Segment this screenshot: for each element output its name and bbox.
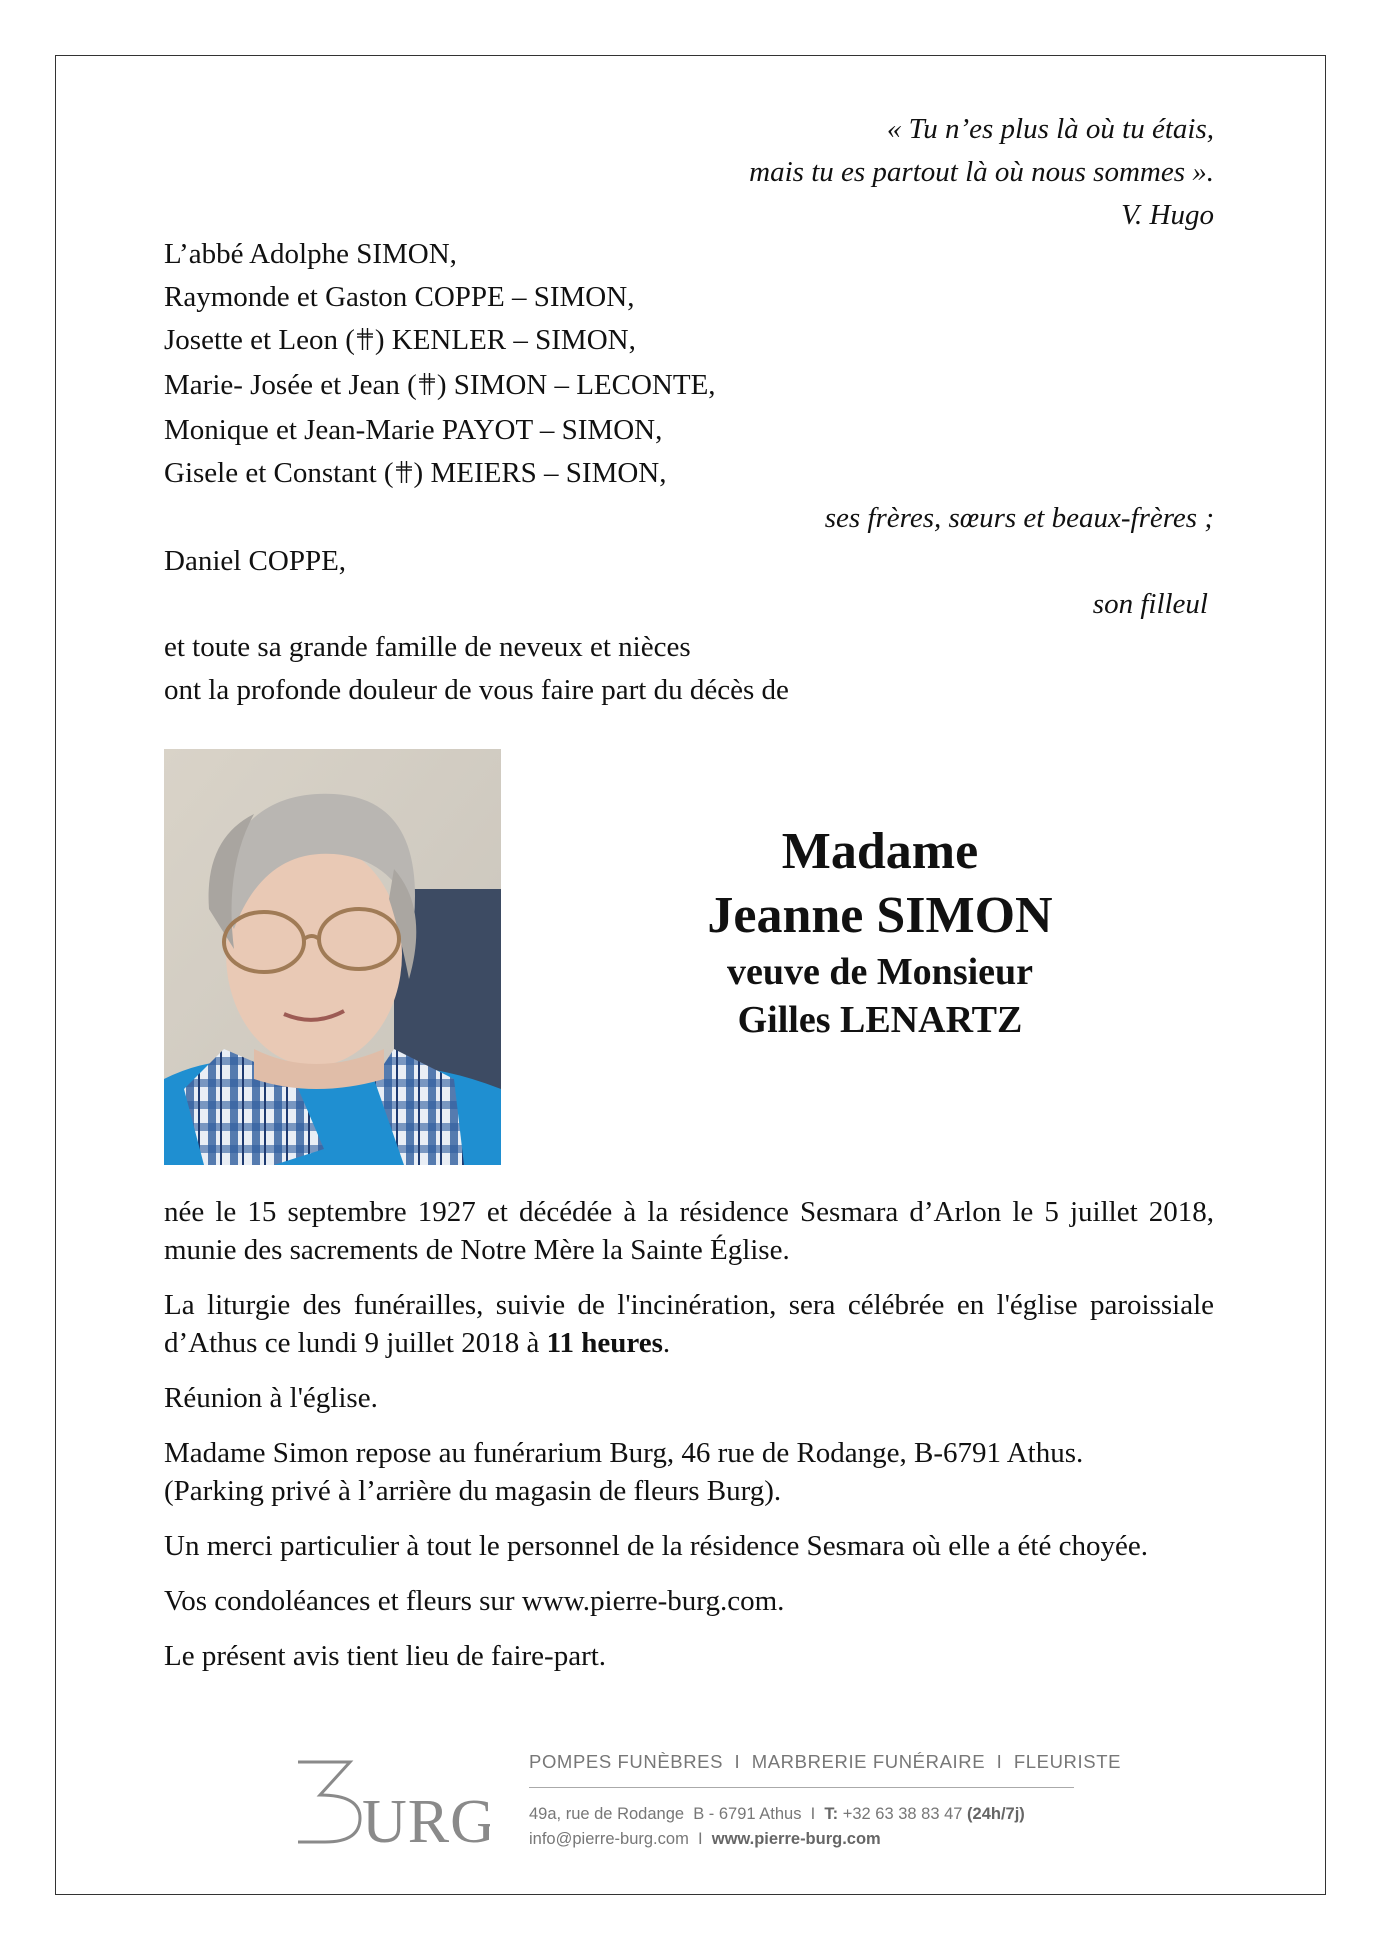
footer-web-line	[529, 1827, 1121, 1852]
meeting-paragraph: Réunion à l'église.	[164, 1382, 378, 1414]
rest-paragraph	[164, 1434, 1214, 1510]
cross-icon	[418, 366, 436, 409]
relation-label: son filleul	[1092, 587, 1208, 620]
quote-author: V. Hugo	[1121, 199, 1214, 231]
parking-note: (Parking privé à l’arrière du magasin de fleurs Burg).	[164, 1475, 782, 1507]
footer-services: POMPES FUNÈBRES I MARBRERIE FUNÉRAIRE I FLEURISTE	[529, 1751, 1122, 1772]
deceased-title: Madame	[781, 823, 979, 880]
announcement-body	[164, 1193, 1214, 1692]
family-line	[164, 319, 1214, 364]
footer-address-line	[529, 1802, 1121, 1827]
footer-phone-label: T:	[824, 1805, 839, 1823]
family-line-text: ) KENLER – SIMON,	[374, 324, 636, 356]
family-line: Daniel COPPE,	[164, 544, 347, 577]
footer-address: 49a, rue de Rodange B - 6791 Athus I	[529, 1805, 825, 1823]
family-line-text: ) SIMON – LECONTE,	[436, 368, 716, 401]
footer-divider	[529, 1787, 1074, 1788]
family-line: Monique et Jean-Marie PAYOT – SIMON,	[164, 413, 663, 446]
funeral-time: 11 heures	[546, 1327, 663, 1359]
footer-hours: (24h/7j)	[967, 1805, 1025, 1823]
deceased-name: Jeanne SIMON	[707, 887, 1053, 944]
footer-phone: +32 63 38 83 47	[838, 1805, 968, 1823]
spouse-name: Gilles LENARTZ	[737, 999, 1023, 1041]
footer-email[interactable]: info@pierre-burg.com I	[529, 1830, 712, 1848]
widow-of-label: veuve de Monsieur	[726, 951, 1034, 993]
family-line: L’abbé Adolphe SIMON,	[164, 238, 457, 270]
footer-website-link[interactable]: www.pierre-burg.com	[711, 1830, 881, 1848]
quote-line-1: « Tu n’es plus là où tu étais,	[886, 113, 1214, 145]
family-line: et toute sa grande famille de neveux et nièces	[164, 630, 691, 663]
cross-icon	[356, 321, 374, 364]
family-line: Raymonde et Gaston COPPE – SIMON,	[164, 281, 635, 313]
rest-location: Madame Simon repose au funérarium Burg, 46 rue de Rodange, B-6791 Athus.	[164, 1437, 1084, 1469]
portrait-photo	[164, 749, 501, 1165]
family-line-text: ) MEIERS – SIMON,	[413, 456, 667, 489]
thanks-paragraph: Un merci particulier à tout le personnel de la résidence Sesmara où elle a été choyée.	[164, 1530, 1148, 1562]
deceased-name-block	[560, 820, 1200, 1044]
footer-contact	[529, 1748, 1121, 1852]
notice-paragraph: Le présent avis tient lieu de faire-part.	[164, 1640, 607, 1672]
relation-label: ses frères, sœurs et beaux-frères ;	[824, 501, 1214, 534]
family-line-text: Josette et Leon (	[164, 324, 355, 356]
family-line-text: Gisele et Constant (	[164, 456, 394, 489]
funeral-text-end: .	[662, 1327, 671, 1359]
family-line	[164, 452, 1214, 497]
burg-logo	[290, 1750, 490, 1850]
funeral-text: La liturgie des funérailles, suivie de l'incinération, sera célébrée en l'église paroissiale d’Athus ce lundi 9 juillet 2018 à	[164, 1289, 1214, 1359]
epigraph-quote	[749, 108, 1214, 237]
family-line: ont la profonde douleur de vous faire part du décès de	[164, 673, 789, 706]
svg-text:URG: URG	[362, 1788, 490, 1850]
birth-death-paragraph: née le 15 septembre 1927 et décédée à la résidence Sesmara d’Arlon le 5 juillet 2018, munie des sacrements de Notre Mère la Sainte Église.	[164, 1196, 1214, 1266]
cross-icon	[395, 454, 413, 497]
funeral-paragraph	[164, 1286, 1214, 1362]
condolences-paragraph: Vos condoléances et fleurs sur www.pierre-burg.com.	[164, 1585, 785, 1617]
quote-line-2: mais tu es partout là où nous sommes ».	[749, 156, 1214, 188]
family-line-text: Marie- Josée et Jean (	[164, 368, 417, 401]
family-line	[164, 364, 1214, 409]
family-list	[164, 233, 1214, 712]
